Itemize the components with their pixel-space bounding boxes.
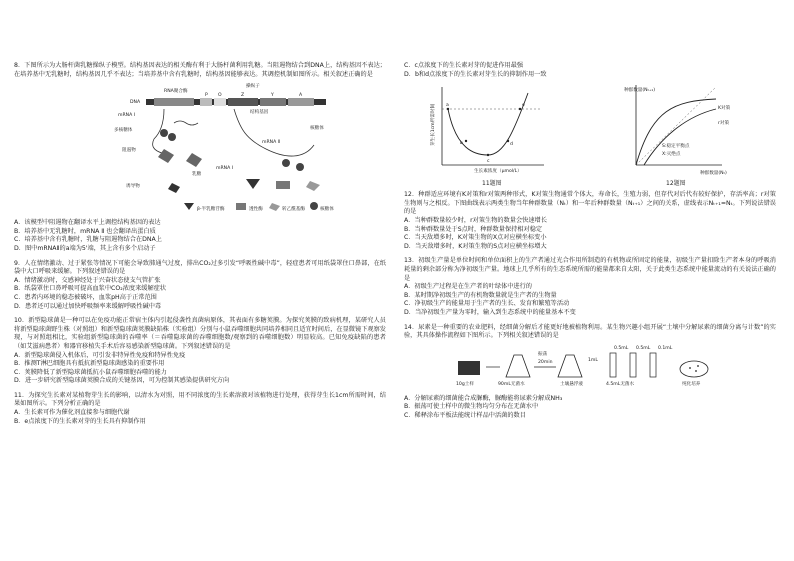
label-operon: 操纵子	[246, 84, 260, 90]
q10-option-c: C．荚膜降低了新型隐球菌抵抗小鼠吞噬细胞吞噬的能力	[14, 368, 167, 376]
q8-option-a: A．该模型中阻遏物在翻译水平上调控结构基因的表达	[14, 219, 161, 227]
enzyme-acetyl	[306, 181, 320, 191]
label-mrna2: mRNA Ⅱ	[262, 140, 280, 146]
label-p: P	[205, 93, 208, 99]
tube-2	[630, 353, 636, 377]
q10-option-a: A．新型隐球菌侵入机体后，可引发非特异性免疫和特异性免疫	[14, 351, 186, 359]
q8-option-b: B．培养基中无乳糖时，mRNA Ⅱ 也会翻译出蛋白质	[14, 227, 156, 235]
legend-ribo: 核糖体	[320, 207, 334, 213]
label-inducer: 诱导物	[126, 184, 140, 190]
gene-z	[228, 98, 258, 106]
q12-chart	[624, 85, 731, 187]
q11-xlabel: 生长素浓度（μmol/L）	[474, 169, 522, 175]
inducer-shape	[168, 183, 180, 193]
tube-1	[610, 353, 616, 377]
flask-1	[506, 355, 530, 377]
q8-option-c: C．培养基中含有乳糖时，乳糖与阻遏物结合在DNA上	[14, 236, 162, 244]
label-rna-pol: RNA聚合酶	[164, 89, 188, 95]
label-lactose: 乳糖	[192, 172, 202, 178]
q11-q12-charts	[404, 79, 776, 191]
label-mrna1b: mRNA Ⅰ	[216, 166, 234, 172]
legend-acetyl: 转乙酰基酶	[282, 207, 305, 213]
q8-operon-figure	[14, 79, 386, 219]
label-o: O	[218, 93, 222, 99]
q11-point-c: c	[487, 159, 490, 165]
question-12	[404, 191, 776, 251]
q13-option-b: B．某时期净初级生产的有机物数量就是生产者的生物量	[404, 291, 557, 299]
enzyme-permease	[276, 181, 290, 189]
label-z: Z	[241, 93, 245, 99]
q12-option-d: D．当天敌增多时，K对策生物的S点对应横坐标增大	[404, 242, 547, 250]
q12-k-label: K对策	[718, 106, 731, 112]
ribosome-icon	[160, 129, 168, 137]
q12-stem: 12．种群适应环境有K对策和r对策两种形式，K对策生物通常个体大，寿命长，生殖力弱，但存代对后代有较好保护，存活率高；r对策生物则与之相反。下图曲线表示两类生物当年种群数量（Nₜ）和一年后种群数量（Nₜ₊₁）之间的关系，虚线表示Nₜ₊₁=Nₜ。下列说法错误的是	[404, 191, 776, 216]
q11-caption: 11题图	[482, 180, 502, 188]
question-13	[404, 257, 776, 317]
enzyme-gal	[246, 179, 260, 189]
q13-option-c: C．净初级生产的能量用于生产者的生长、发育和繁殖等活动	[404, 300, 570, 308]
q12-option-a: A．当种群数量较少时，r对策生物的数量会快速增长	[404, 216, 547, 224]
label-tube-water: 4.5mL无菌水	[606, 381, 635, 387]
q12-legend-s: S:稳定平衡点	[662, 144, 690, 150]
label-mrna1: mRNA Ⅰ	[118, 113, 136, 119]
q11-point-b: b	[460, 141, 463, 147]
label-a: A	[299, 93, 303, 99]
right-column	[404, 62, 776, 420]
left-column	[14, 62, 386, 426]
operon-diagram	[14, 79, 386, 219]
q14-option-c: C．稀释涂布平板法能统计样品中活菌的数目	[404, 411, 526, 419]
label-culture: 纯化培养	[682, 381, 701, 387]
label-ribosome: 核糖体	[310, 126, 324, 132]
gene-y	[260, 98, 286, 106]
operator-box	[214, 98, 226, 106]
q12-caption: 12题图	[666, 180, 686, 188]
q10-stem: 10．新型隐球菌是一种可以在免疫功能正常宿主体内引起侵袭性真菌病原体，其表面有多糖荚膜。为探究荚膜的致病机理，某研究人员将新型隐球菌野生株（对照组）和新型隐球菌荚膜缺陷株（实验组）分别与小鼠吞噬细胞共同培养相同且适宜时间后，在显微镜下观察发现，与对照组相比，实验组新型隐球菌的吞噬率（＝吞噬隐球菌的吞噬细胞数/观察到的吞噬细胞数）明显较高。已知免疫缺陷的患者（如艾滋病患者）和器官移植失手术后容易感染新型隐球菌。下列叙述错误的是	[14, 317, 386, 350]
label-soil: 10g土样	[456, 381, 474, 387]
flask-2	[558, 355, 582, 377]
q11-ylabel: 芽生长1cm所需时间	[431, 104, 436, 147]
q12-option-b: B．当种群数量处于S点时，种群数量保持相对稳定	[404, 225, 543, 233]
q11-point-e: e	[522, 103, 525, 109]
gene-a	[288, 98, 314, 106]
q11-point-a: a	[446, 103, 449, 109]
q14-option-b: B．振荡可使土样中的微生物均匀分布在无菌水中	[404, 403, 539, 411]
q11-stem: 11．为探究生长素对某植物芽生长的影响，以清水为对照，用不同浓度的生长素溶液对该植物进行处理，获得芽生长1cm所需时间，结果如图所示。下列分析正确的是	[14, 391, 386, 408]
question-9	[14, 260, 386, 312]
label-dna: DNA	[130, 100, 141, 106]
figures-11-12	[404, 79, 776, 191]
q11-option-b: B．e点浓度下的生长素对芽的生长具有抑制作用	[14, 417, 146, 425]
question-14	[404, 324, 776, 421]
q8-option-d: D．图中mRNAⅡ的a端为5'端，其上含有多个启动子	[14, 244, 156, 252]
q9-option-c: C．患者内环境的稳态被破坏，血浆pH高于正常范围	[14, 293, 157, 301]
label-01: 0.1mL	[658, 345, 673, 351]
q9-option-b: B．纸袋罩住口鼻呼吸可提高血浆中CO₂浓度来缓解症状	[14, 285, 167, 293]
gene-regulator	[154, 98, 194, 106]
label-structural: 结构基因	[250, 110, 269, 116]
q11-option-c: C．c点浓度下的生长素对芽的促进作用最强	[404, 62, 524, 69]
mrna2-curve	[234, 109, 314, 156]
q13-option-a: A．初级生产过程是在生产者的叶绿体中进行的	[404, 283, 532, 291]
q9-stem: 9．人在情绪激动、过于紧张等情况下可能会导致肺通气过度，排出CO₂过多引发“呼吸性碱中毒”，轻症患者可用纸袋罩住口鼻部，在纸袋中大口呼吸来缓解。下列叙述错误的是	[14, 259, 386, 276]
label-05a: 0.5mL	[614, 345, 629, 351]
q12-r-label: r对策	[718, 121, 730, 127]
question-10	[14, 317, 386, 386]
label-shake: 振荡	[538, 351, 548, 357]
label-water90: 90mL无菌水	[498, 381, 525, 387]
q8-stem: 8．下图所示为大肠杆菌乳糖操纵子模型。结构基因表达的相关酶有利于大肠杆菌利用乳糖。当阻遏物结合到DNA上，结构基因不表达；在培养基中无乳糖时，结构基因几乎不表达；当培养基中含有乳糖时，结构基因能够表达。其调控机制如图所示。相关叙述正确的是	[14, 62, 386, 78]
q12-option-c: C．当天敌增多时，K对策生物的X点对应横坐标变小	[404, 234, 547, 242]
question-8	[14, 62, 386, 254]
q11-option-a: A．生长素可作为催化剂直接参与细胞代谢	[14, 409, 130, 417]
q12-ylabel: 种群数量(Nₜ₊₁)	[624, 88, 656, 94]
label-multi-ribosome: 多核糖体	[114, 128, 133, 134]
q11-chart	[429, 87, 544, 187]
q9-option-d: D．患者还可以通过加快呼吸频率来缓解呼吸性碱中毒	[14, 302, 162, 310]
q10-option-d: D．进一步研究新型隐球菌荚膜合成的关键基因，可为控制其感染提供研究方向	[14, 377, 230, 385]
q10-option-b: B．推测T淋巴细胞具有抵抗新型隐球菌感染的重要作用	[14, 360, 165, 368]
legend-permease: 透性酶	[249, 207, 263, 213]
dilution-diagram	[404, 341, 776, 395]
promoter-box	[200, 98, 212, 106]
q11-point-d: d	[510, 142, 513, 148]
label-y: Y	[271, 93, 274, 99]
petri-dish	[680, 361, 708, 377]
q14-option-a: A．分解尿素的细菌能合成脲酶，脲酶能将尿素分解成NH₃	[404, 394, 563, 402]
q14-stem: 14．尿素是一种重要的农业肥料，经细菌分解后才能更好地被植物利用。某生物兴趣小组开展“土壤中分解尿素的细菌分离与计数”的实验，其具体操作流程如下图所示。下列相关叙述错误的是	[404, 323, 776, 340]
q11-option-d: D．b和d点浓度下的生长素对芽生长的抑制作用一致	[404, 70, 547, 78]
q13-stem: 13．初级生产量是单位时间和单位面积上的生产者通过光合作用所制造的有机物或所固定的能量，初级生产量扣除生产者本身的呼吸消耗量的剩余部分称为净初级生产量。地球上几乎所有的生态系统所需的能量都来自太阳，关于此类生态系统中能量流动的有关说法正确的是	[404, 257, 776, 282]
legend-gal: β-半乳糖苷酶	[197, 207, 225, 213]
q12-xlabel: 种群数量(Nₜ)	[700, 171, 727, 177]
question-11	[14, 392, 386, 426]
soil-pot	[458, 361, 480, 375]
q12-legend-x: X:灭绝点	[662, 152, 681, 158]
label-time: 20min	[538, 359, 553, 365]
q14-figure	[404, 341, 776, 395]
tube-3	[650, 353, 656, 377]
label-repressor: 阻遏物	[122, 148, 136, 154]
label-05b: 0.5mL	[636, 345, 651, 351]
label-1ml: 1mL	[588, 357, 598, 363]
repressor-shape	[158, 149, 174, 163]
q13-option-d: D．当净初级生产量为零时，输入到生态系统中的能量基本不变	[404, 308, 576, 316]
q9-option-a: A．情绪激动时，交感神经处于兴奋状态使支气管扩张	[14, 276, 161, 284]
label-soil-solution: 土壤悬浮液	[560, 381, 583, 387]
